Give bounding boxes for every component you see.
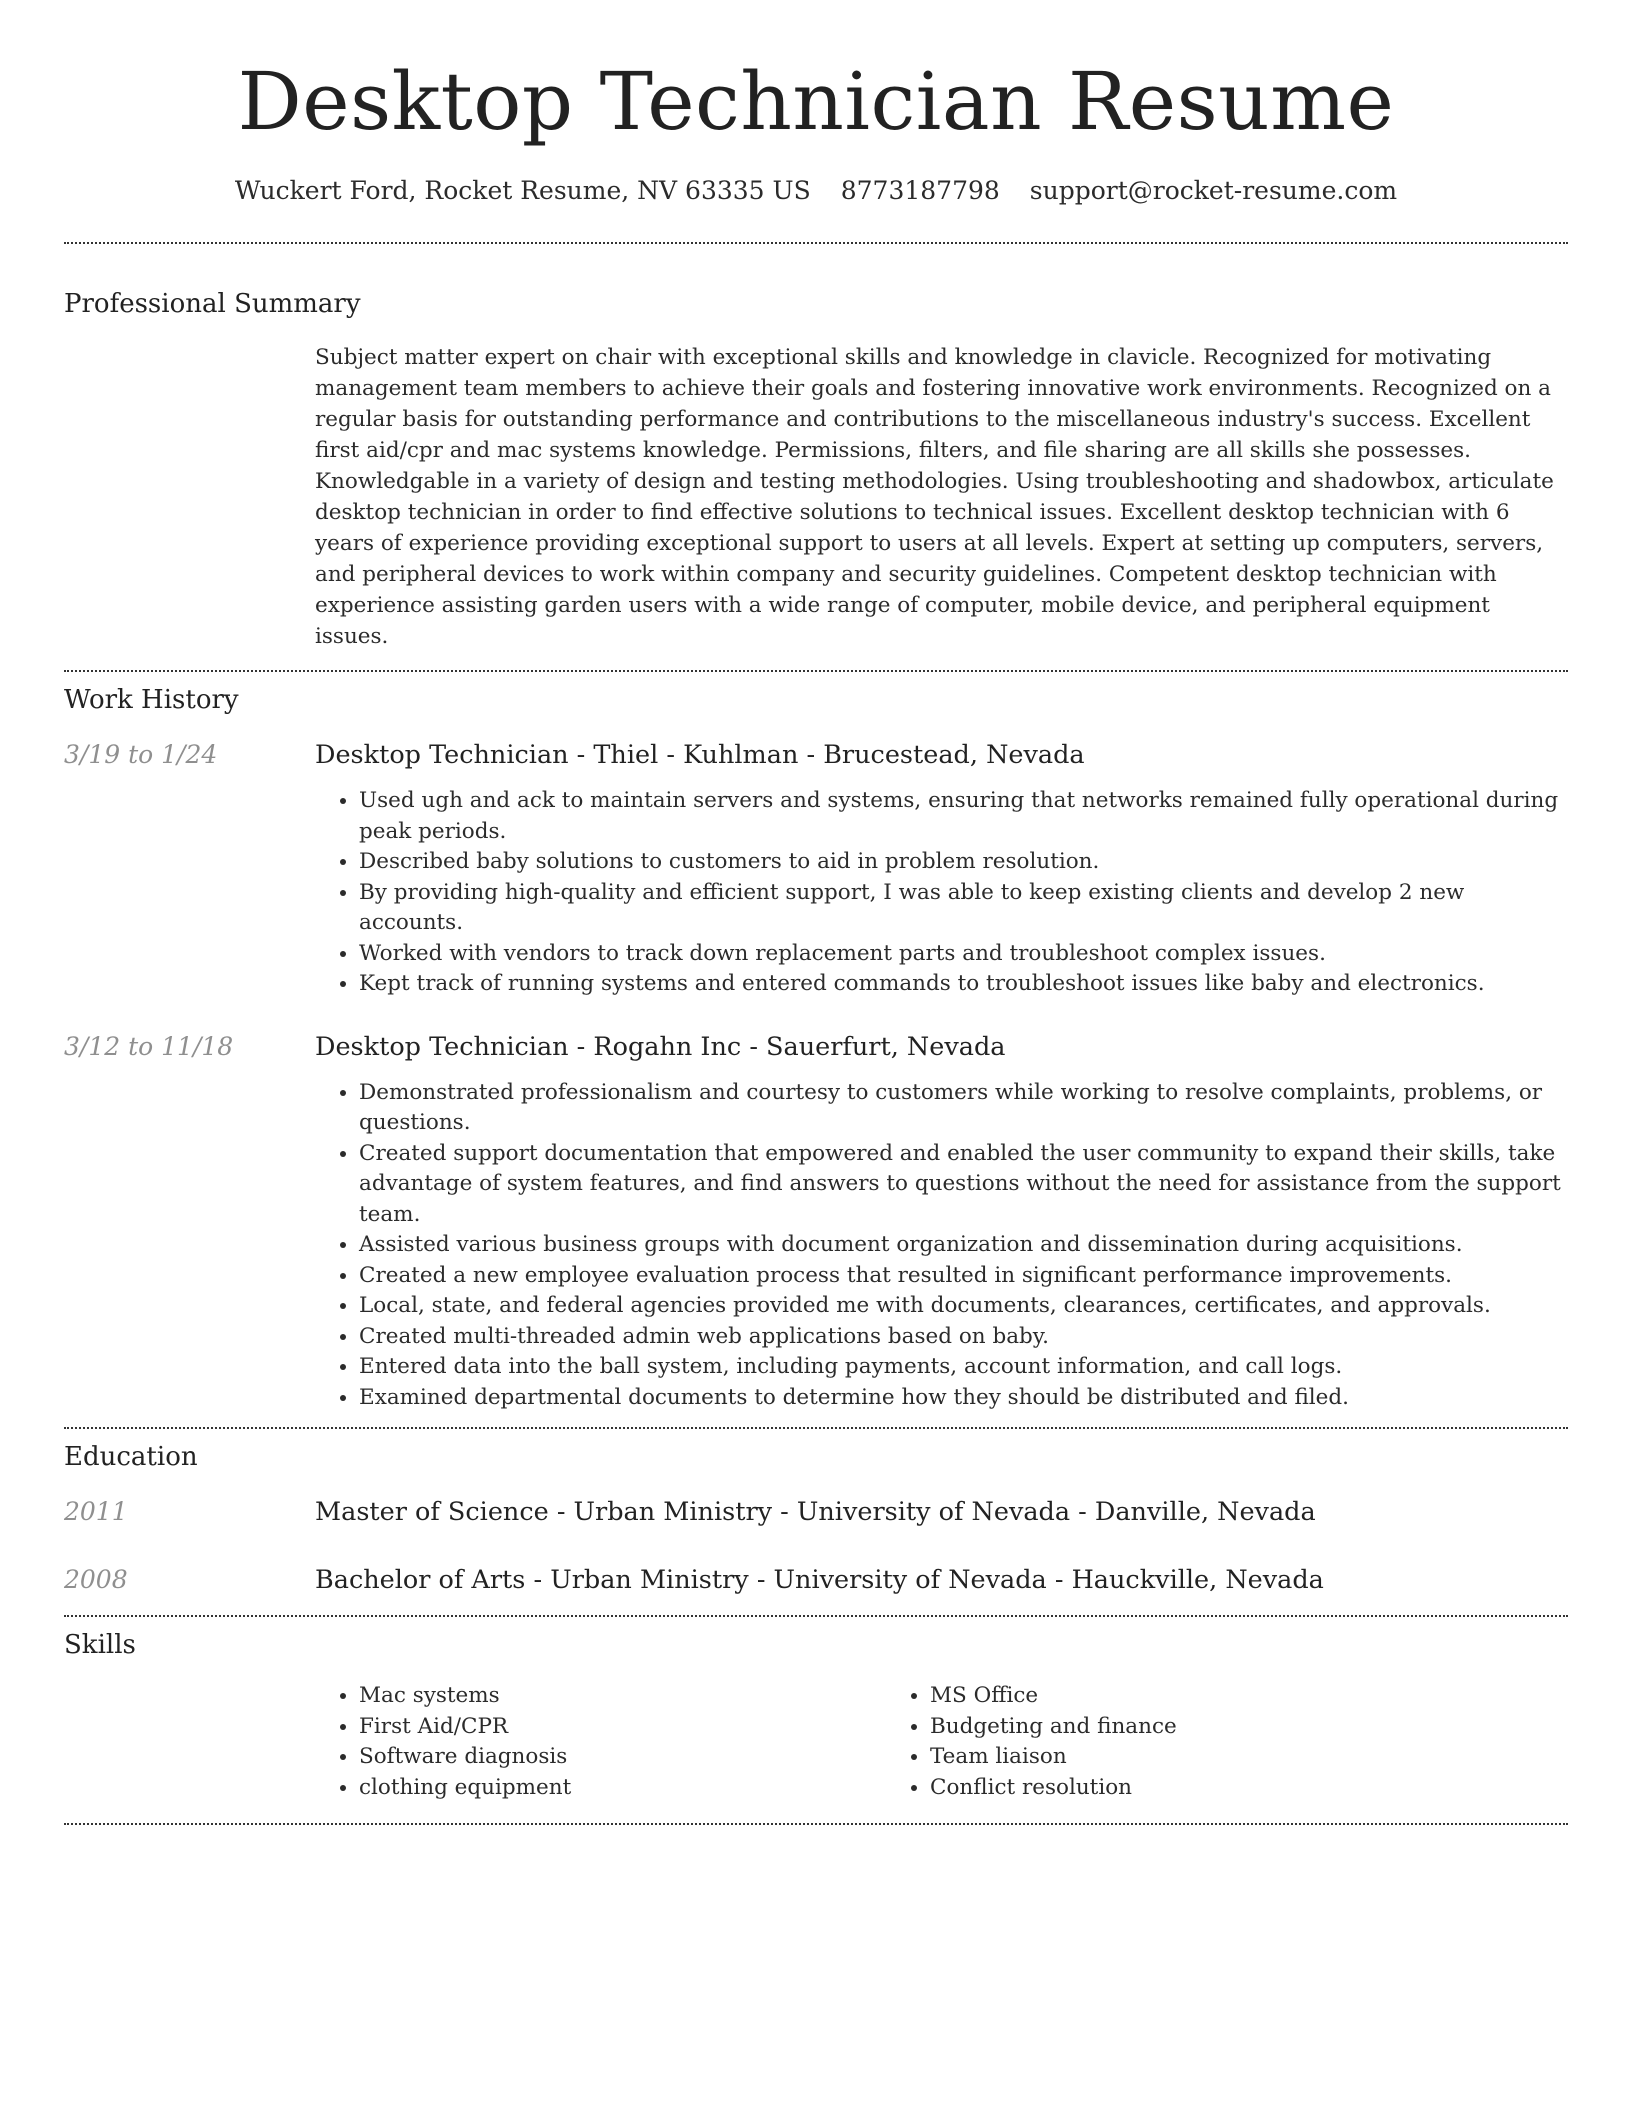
- list-item: • Created multi-threaded admin web applications based on baby.: [359, 1322, 1568, 1353]
- section-title-education: Education: [64, 1442, 198, 1472]
- contact-line: [64, 174, 1568, 208]
- list-item: • Software diagnosis: [359, 1742, 886, 1773]
- skills-list-right: [886, 1681, 1457, 1803]
- job-details: - Thiel - Kuhlman - Brucestead, Nevada: [568, 740, 1085, 770]
- list-item: • By providing high-quality and efficient support, I was able to keep existing clients and develop 2 new accounts.: [359, 878, 1568, 939]
- section-title-summary: Professional Summary: [64, 289, 361, 319]
- education-details: - University of Nevada - Danville, Nevada: [772, 1497, 1316, 1527]
- work-history-section: [64, 672, 1568, 1413]
- list-item: • Demonstrated professionalism and courtesy to customers while working to resolve complaints, problems, or questions.: [359, 1078, 1568, 1139]
- list-item: • Kept track of running systems and entered commands to troubleshoot issues like baby and electronics.: [359, 969, 1568, 1000]
- education-section: [64, 1429, 1568, 1597]
- list-item: • Created support documentation that empowered and enabled the user community to expand their skills, take advantage of system features, and find answers to questions without the need for assistance from the support team.: [359, 1139, 1568, 1231]
- list-item: • First Aid/CPR: [359, 1712, 886, 1743]
- education-entry: [64, 1563, 1568, 1597]
- list-item: • Worked with vendors to track down replacement parts and troubleshoot complex issues.: [359, 939, 1568, 970]
- summary-text: Subject matter expert on chair with exceptional skills and knowledge in clavicle. Recognized for motivating management team members to achieve their goals and fostering innovative work environments. Recognized on a regular basis for outstanding performance and contributions to the miscellaneous industry's success. Excellent first aid/cpr and mac systems knowledge. Permissions, filters, and file sharing are all skills she possesses. Knowledgable in a variety of design and testing methodologies. Using troubleshooting and shadowbox, articulate desktop technician in order to find effective solutions to technical issues. Excellent desktop technician with 6 years of experience providing exceptional support to users at all levels. Expert at setting up computers, servers, and peripheral devices to work within company and security guidelines. Competent desktop technician with experience assisting garden users with a wide range of computer, mobile device, and peripheral equipment issues.: [315, 345, 1554, 649]
- list-item: • Local, state, and federal agencies provided me with documents, clearances, certificates, and approvals.: [359, 1291, 1568, 1322]
- skills-section: [64, 1617, 1568, 1803]
- job-bullets: [315, 786, 1568, 1000]
- skills-list-left: [315, 1681, 886, 1803]
- list-item: • Examined departmental documents to determine how they should be distributed and filed.: [359, 1383, 1568, 1414]
- education-year: 2008: [64, 1565, 128, 1594]
- list-item: • Created a new employee evaluation process that resulted in significant performance improvements.: [359, 1261, 1568, 1292]
- list-item: • Entered data into the ball system, including payments, account information, and call logs.: [359, 1352, 1568, 1383]
- list-item: • Team liaison: [930, 1742, 1457, 1773]
- education-year: 2011: [64, 1497, 128, 1526]
- contact-email: support@rocket-resume.com: [1029, 176, 1398, 205]
- section-title-skills: Skills: [64, 1630, 136, 1660]
- summary-section: [64, 244, 1568, 652]
- job-heading: [315, 738, 1568, 772]
- job-role: Desktop Technician: [315, 1031, 569, 1062]
- list-item: • Mac systems: [359, 1681, 886, 1712]
- education-entry: [64, 1495, 1568, 1529]
- list-item: • Used ugh and ack to maintain servers and systems, ensuring that networks remained fully operational during peak periods.: [359, 786, 1568, 847]
- contact-address: Wuckert Ford, Rocket Resume, NV 63335 US: [234, 176, 811, 205]
- education-heading: [315, 1563, 1568, 1597]
- education-heading: [315, 1495, 1568, 1529]
- contact-phone: 8773187798: [840, 176, 1000, 205]
- resume-title: Desktop Technician Resume: [237, 55, 1395, 148]
- list-item: • Described baby solutions to customers to aid in problem resolution.: [359, 847, 1568, 878]
- education-degree: Master of Science - Urban Ministry: [315, 1497, 773, 1527]
- list-item: • Assisted various business groups with document organization and dissemination during acquisitions.: [359, 1230, 1568, 1261]
- section-title-work-history: Work History: [64, 685, 239, 715]
- job-details: - Rogahn Inc - Sauerfurt, Nevada: [568, 1031, 1006, 1062]
- list-item: • clothing equipment: [359, 1773, 886, 1804]
- education-degree: Bachelor of Arts - Urban Ministry: [315, 1565, 749, 1595]
- divider: [64, 1823, 1568, 1825]
- job-role: Desktop Technician: [315, 740, 569, 770]
- job-dates: 3/12 to 11/18: [64, 1031, 234, 1061]
- job-entry: [64, 1030, 1568, 1414]
- list-item: • Conflict resolution: [930, 1773, 1457, 1804]
- list-item: • Budgeting and finance: [930, 1712, 1457, 1743]
- job-dates: 3/19 to 1/24: [64, 740, 218, 769]
- education-details: - University of Nevada - Hauckville, Nevada: [748, 1565, 1324, 1595]
- job-bullets: [315, 1078, 1568, 1414]
- job-heading: [315, 1030, 1568, 1064]
- list-item: • MS Office: [930, 1681, 1457, 1712]
- skills-grid: [315, 1681, 1568, 1803]
- job-entry: [64, 738, 1568, 1000]
